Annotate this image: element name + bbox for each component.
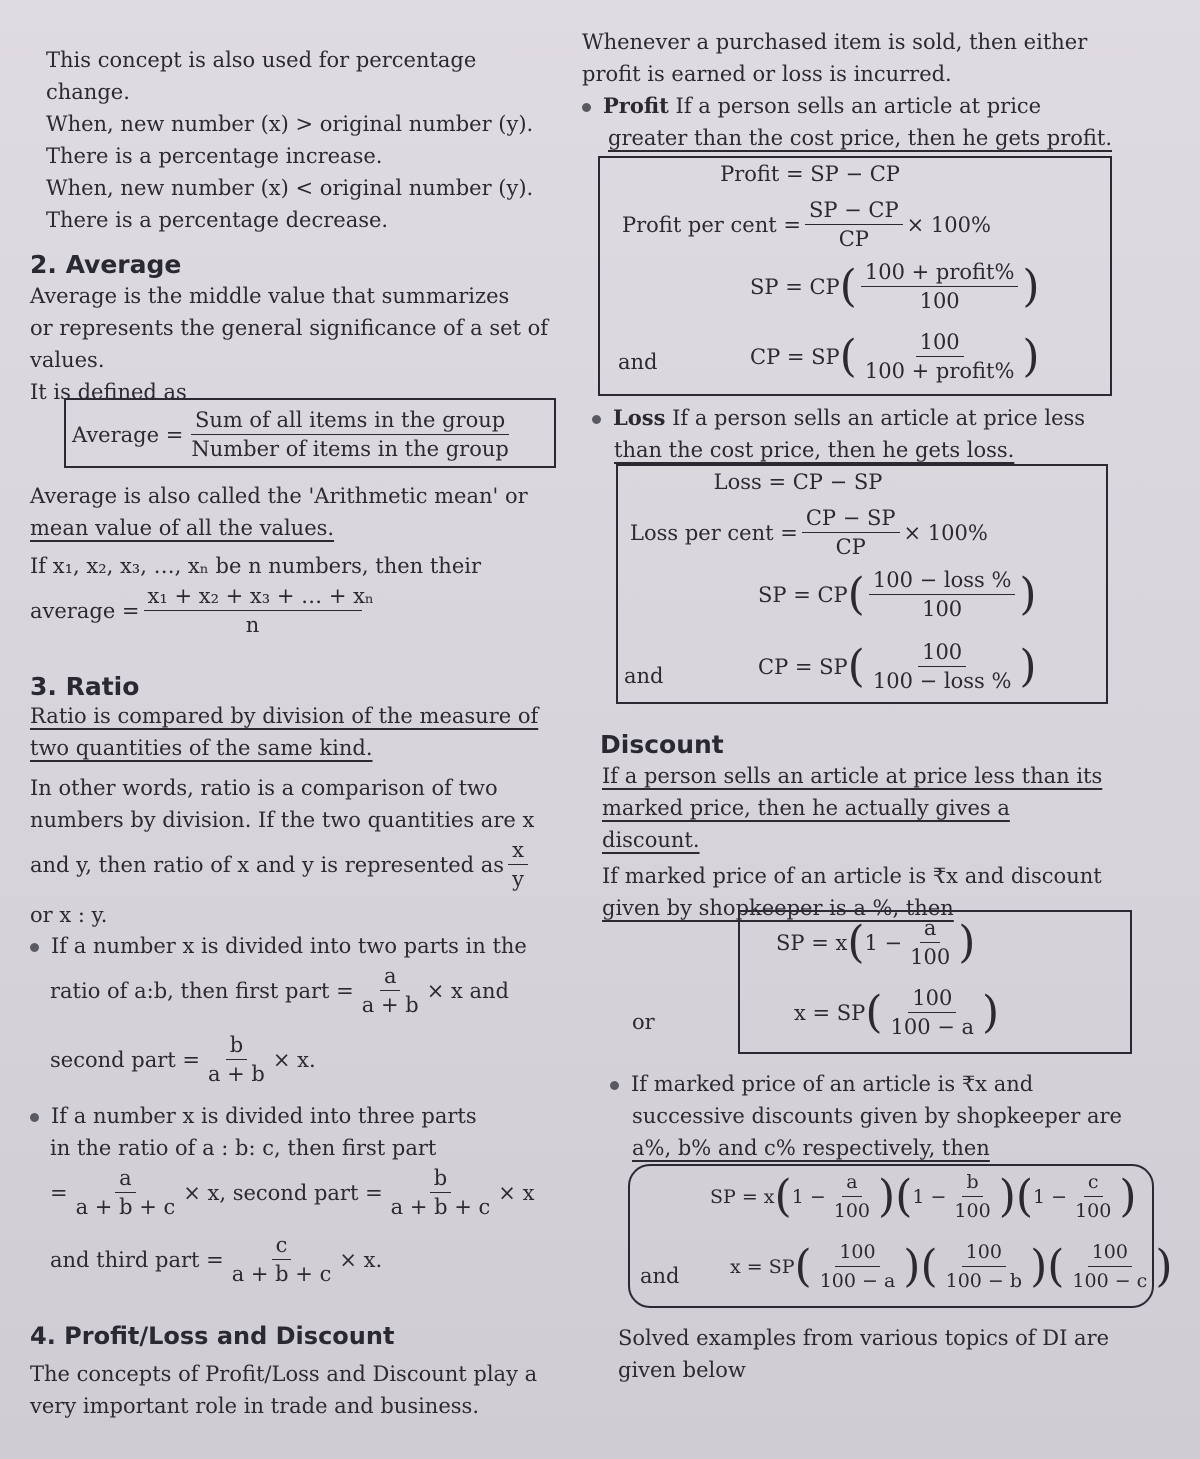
term-profit: Profit xyxy=(603,93,669,118)
fraction-denominator: 100 − b xyxy=(945,1270,1023,1292)
text-line: 1 − xyxy=(864,930,903,955)
bullet-icon xyxy=(592,415,601,424)
fraction-numerator: c xyxy=(272,1231,292,1260)
intro-line: There is a percentage increase. xyxy=(46,144,383,168)
bullet-icon xyxy=(582,103,591,112)
intro-line: This concept is also used for percentage xyxy=(46,48,477,72)
bullet-icon xyxy=(610,1081,619,1090)
text-line: Whenever a purchased item is sold, then either xyxy=(582,30,1088,54)
fraction-denominator: 100 − loss % xyxy=(872,669,1012,693)
fraction-numerator: 100 xyxy=(916,328,964,357)
profit-formula: Profit = SP − CP xyxy=(720,162,900,186)
fraction-numerator: SP − CP xyxy=(805,196,903,225)
or-label: or xyxy=(632,1010,655,1034)
fraction-numerator: b xyxy=(226,1031,247,1060)
fraction-numerator: x xyxy=(508,836,528,865)
fraction-numerator: a xyxy=(380,962,401,991)
text-line: If a person sells an article at price xyxy=(668,94,1042,118)
fraction-numerator: b xyxy=(962,1168,982,1197)
text-line: It is defined as xyxy=(30,380,187,404)
text-line: marked price, then he actually gives a xyxy=(602,796,1010,820)
fraction-numerator: x₁ + x₂ + x₃ + … + xₙ xyxy=(144,582,362,611)
text-line: If x₁, x₂, x₃, …, xₙ be n numbers, then their xyxy=(30,554,482,578)
text-line: in the ratio of a : b: c, then first part xyxy=(50,1136,437,1160)
text-line: × x, second part = xyxy=(183,1180,383,1205)
text-line: In other words, ratio is a comparison of two xyxy=(30,776,498,800)
successive-discount-bullet xyxy=(610,1068,1170,1164)
fraction-denominator: 100 xyxy=(1075,1200,1112,1222)
fraction-denominator: CP xyxy=(838,227,869,251)
bullet-icon xyxy=(30,943,39,952)
arithmetic-mean-text xyxy=(30,480,570,582)
text-line: given by shopkeeper is a %, then xyxy=(602,896,954,920)
text-line: If marked price of an article is ₹x and xyxy=(631,1072,1034,1096)
term-loss: Loss xyxy=(613,405,666,430)
text-line: profit is earned or loss is incurred. xyxy=(582,62,952,86)
formula-label: x = SP xyxy=(730,1255,795,1278)
fraction-denominator: a + b xyxy=(361,993,419,1017)
text-line: very important role in trade and business. xyxy=(30,1394,479,1418)
profit-formula-box: Profit = SP − CP Profit per cent = $\frac{SP - CP}{CP}$ × 100% SP = CP ( $\frac{\text{100 + profit\%}}{100}$ ) and CP = SP ( $\frac{100}{\text{100 + profit\%}}$ ) xyxy=(598,156,1112,396)
average-general-formula xyxy=(30,582,375,639)
text-line: ratio of a:b, then first part = xyxy=(50,978,354,1003)
ratio-heading: 3. Ratio xyxy=(30,672,140,701)
text-line: If a number x is divided into two parts in the xyxy=(51,934,527,958)
formula-label: CP = SP xyxy=(750,344,840,369)
percentage-change-intro xyxy=(46,44,566,236)
discount-heading: Discount xyxy=(600,730,724,759)
average-definition xyxy=(30,280,570,408)
fraction-numerator: 100 xyxy=(1088,1238,1132,1267)
profit-loss-overview xyxy=(582,26,1157,154)
fraction-denominator: a + b xyxy=(207,1062,265,1086)
text-line: numbers by division. If the two quantities are x xyxy=(30,808,535,832)
fraction-denominator: 100 + profit% xyxy=(864,359,1015,383)
fraction-numerator: a xyxy=(842,1168,861,1197)
successive-discount-box: SP = x ( 1 − $\frac{a}{100}$ ) ( 1 − $\frac{b}{100}$ ) ( 1 − $\frac{c}{100}$ ) and x = SP ( $\frac{100}{100 - a}$ ) ( $\frac{100}{100 - b}$ ) ( $\frac{100}{100 - c}$ ) xyxy=(628,1164,1154,1308)
fraction-denominator: a + b + c xyxy=(390,1195,491,1219)
formula-label: SP = CP xyxy=(758,582,848,607)
fraction-denominator: 100 xyxy=(954,1200,991,1222)
ratio-two-parts-bullet xyxy=(30,930,575,1088)
fraction-denominator: y xyxy=(512,867,524,891)
loss-formula: Loss = CP − SP xyxy=(713,470,883,494)
formula-label: SP = CP xyxy=(750,274,840,299)
and-label: and xyxy=(640,1264,680,1288)
text-line: greater than the cost price, then he gets profit. xyxy=(608,126,1113,150)
profit-loss-intro xyxy=(30,1358,590,1422)
loss-formula-box: Loss = CP − SP Loss per cent = $\frac{CP - SP}{CP}$ × 100% SP = CP ( $\frac{\text{100 − loss \%}}{100}$ ) and CP = SP ( $\frac{100}{\text{100 − loss \%}}$ ) xyxy=(616,464,1108,704)
text-line: If a number x is divided into three parts xyxy=(51,1104,477,1128)
fraction-numerator: 100 xyxy=(918,638,966,667)
text-line: 1 − xyxy=(912,1185,947,1208)
intro-line: When, new number (x) > original number (y). xyxy=(46,112,534,136)
fraction-denominator: CP xyxy=(835,535,866,559)
discount-formula-box: SP = x ( 1 − $\frac{a}{100}$ ) x = SP ( $\frac{100}{100 - a}$ ) xyxy=(738,910,1132,1054)
text-line: × x. xyxy=(339,1247,383,1272)
bullet-icon xyxy=(30,1113,39,1122)
and-label: and xyxy=(624,664,664,688)
fraction-denominator: 100 xyxy=(922,597,963,621)
average-formula-box xyxy=(64,398,556,468)
text-line: and third part = xyxy=(50,1247,224,1272)
fraction-denominator: a + b + c xyxy=(75,1195,176,1219)
and-label: and xyxy=(618,350,658,374)
text-line: If a person sells an article at price less xyxy=(665,406,1086,430)
ratio-three-parts-bullet xyxy=(30,1100,575,1288)
fraction-denominator: 100 − c xyxy=(1072,1270,1148,1292)
text-line: If a person sells an article at price less than its xyxy=(602,764,1103,788)
profit-loss-heading: 4. Profit/Loss and Discount xyxy=(30,1322,395,1350)
ratio-definition xyxy=(30,700,575,931)
text-line: The concepts of Profit/Loss and Discount play a xyxy=(30,1362,538,1386)
formula-label: SP = x xyxy=(776,930,848,955)
fraction-denominator: 100 xyxy=(919,289,960,313)
fraction-denominator: a + b + c xyxy=(231,1262,332,1286)
text-line: 1 − xyxy=(791,1185,826,1208)
intro-line: When, new number (x) < original number (y). xyxy=(46,176,534,200)
text-line: = xyxy=(50,1180,68,1205)
text-line: × x xyxy=(498,1180,535,1205)
text-line: or represents the general significance of a set of xyxy=(30,316,549,340)
text-line: × x. xyxy=(272,1047,316,1072)
formula-label: Profit per cent = xyxy=(622,212,801,237)
text-line: a%, b% and c% respectively, then xyxy=(632,1136,990,1160)
text-line: two quantities of the same kind. xyxy=(30,736,373,760)
fraction-numerator: 100 xyxy=(962,1238,1006,1267)
text-line: Ratio is compared by division of the measure of xyxy=(30,704,539,728)
discount-definition xyxy=(602,760,1162,924)
text-line: 1 − xyxy=(1033,1185,1068,1208)
text-line: successive discounts given by shopkeeper are xyxy=(632,1104,1122,1128)
text-line: second part = xyxy=(50,1047,200,1072)
intro-line: change. xyxy=(46,80,130,104)
text-line: and y, then ratio of x and y is represented as xyxy=(30,852,505,877)
loss-bullet xyxy=(592,402,1152,466)
text-line: If marked price of an article is ₹x and discount xyxy=(602,864,1102,888)
text-line: given below xyxy=(618,1358,746,1382)
intro-line: There is a percentage decrease. xyxy=(46,208,389,232)
fraction-numerator: 100 + profit% xyxy=(861,258,1019,287)
fraction-denominator: 100 xyxy=(910,945,951,969)
average-heading: 2. Average xyxy=(30,250,182,279)
text-line: × 100% xyxy=(903,520,988,545)
fraction-numerator: a xyxy=(115,1164,136,1193)
formula-label: SP = x xyxy=(710,1185,775,1208)
fraction-denominator: 100 − a xyxy=(890,1015,975,1039)
text-line: or x : y. xyxy=(30,903,108,927)
fraction-numerator: 100 − loss % xyxy=(869,566,1016,595)
text-line: Solved examples from various topics of DI are xyxy=(618,1326,1110,1350)
formula-label: Average = xyxy=(72,422,184,447)
text-line: than the cost price, then he gets loss. xyxy=(614,438,1015,462)
text-line: Average is the middle value that summarizes xyxy=(30,284,510,308)
fraction-numerator: 100 xyxy=(835,1238,879,1267)
fraction-numerator: c xyxy=(1084,1168,1103,1197)
fraction-denominator: 100 − a xyxy=(819,1270,896,1292)
fraction-denominator: Number of items in the group xyxy=(191,437,509,461)
closing-text xyxy=(618,1322,1178,1386)
fraction-numerator: b xyxy=(430,1164,451,1193)
text-line: × 100% xyxy=(906,212,991,237)
fraction-denominator: 100 xyxy=(833,1200,871,1222)
text-line: mean value of all the values. xyxy=(30,516,335,540)
formula-label: average = xyxy=(30,598,140,623)
text-line: discount. xyxy=(602,828,700,852)
formula-label: CP = SP xyxy=(758,654,848,679)
fraction-numerator: 100 xyxy=(908,984,956,1013)
formula-label: x = SP xyxy=(794,1000,866,1025)
text-line: Average is also called the 'Arithmetic mean' or xyxy=(30,484,528,508)
text-line: values. xyxy=(30,348,105,372)
formula-label: Loss per cent = xyxy=(630,520,798,545)
text-line: × x and xyxy=(426,978,509,1003)
fraction-denominator: n xyxy=(245,613,260,637)
fraction-numerator: Sum of all items in the group xyxy=(191,406,509,435)
fraction-numerator: a xyxy=(920,914,941,943)
fraction-numerator: CP − SP xyxy=(802,504,900,533)
